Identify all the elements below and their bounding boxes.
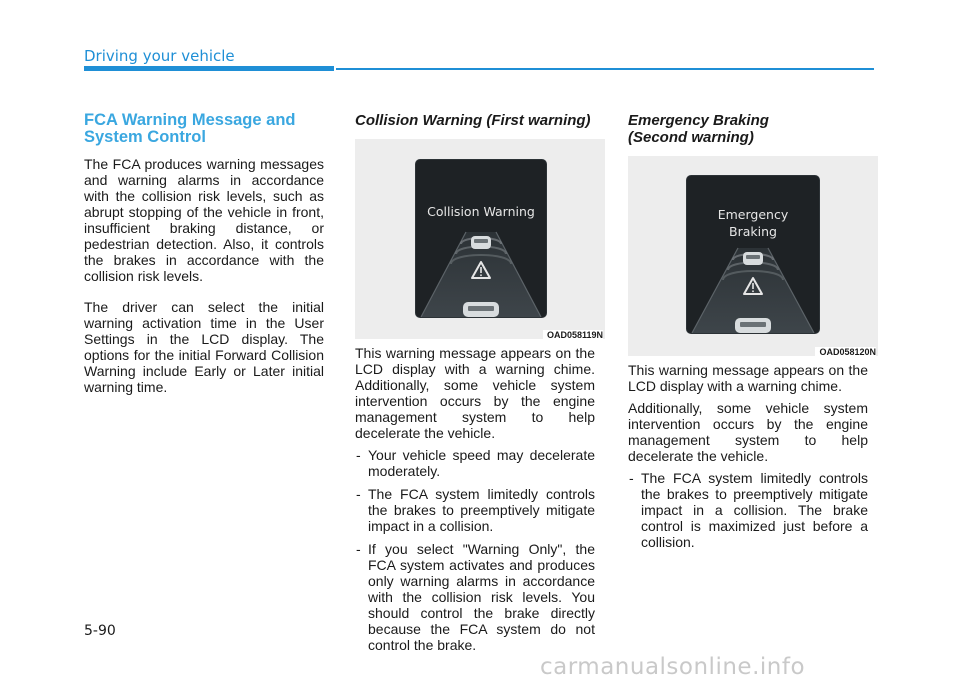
figure-emergency-braking xyxy=(628,156,878,356)
list-item: - The FCA system limitedly controls the brakes to preemptively mitigate impact in a collision. The brake control is maximized just before a collision. xyxy=(628,470,868,550)
display-message: Collision Warning xyxy=(427,204,535,219)
column-emergency-braking xyxy=(628,112,876,557)
fca-intro-paragraph: The FCA produces warning messages and warning alarms in accordance with the collision risk levels, such as abrupt stopping of the vehicle in front, insufficient braking distance, or pedestrian detection. Also, it controls the brakes in accordance with the collision risk levels. xyxy=(84,156,324,284)
figure-code: OAD058120N xyxy=(815,347,876,357)
display-line2: Braking xyxy=(729,224,777,239)
road-scene xyxy=(416,222,546,317)
subtitle-line2: (Second warning) xyxy=(628,129,754,146)
subtitle-line1: Emergency Braking xyxy=(628,112,769,129)
column-fca-warning xyxy=(84,112,324,410)
header-rule-thin xyxy=(336,68,874,70)
header-title: Driving your vehicle xyxy=(84,47,235,65)
subtitle-emergency-braking xyxy=(628,112,868,146)
list-item: - If you select "Warning Only", the FCA system activates and produces only warning alarms in accordance with the collision risk levels. You should control the brake directly because the FCA system do not control the brake. xyxy=(355,541,595,653)
emergency-braking-list xyxy=(628,470,868,550)
header-rule-thick xyxy=(84,66,334,71)
list-item: - Your vehicle speed may decelerate moderately. xyxy=(355,447,595,479)
collision-warning-list xyxy=(355,447,595,653)
figure-code: OAD058119N xyxy=(543,330,603,340)
page-number: 5-90 xyxy=(84,623,116,639)
car-icon xyxy=(463,302,499,317)
lcd-display xyxy=(415,159,547,318)
car-icon xyxy=(471,236,491,249)
column-collision-warning xyxy=(355,112,603,660)
warning-timing-paragraph: The driver can select the initial warning activation time in the User Settings in the LCD display. The options for the initial Forward Collision Warning include Early or Later initial warning time. xyxy=(84,299,324,395)
emergency-braking-paragraph-2: Additionally, some vehicle system intervention occurs by the engine management system to help decelerate the vehicle. xyxy=(628,400,868,464)
display-line1: Emergency xyxy=(717,207,789,222)
figure-collision-warning xyxy=(355,139,605,339)
lcd-display xyxy=(686,175,820,334)
watermark: carmanualsonline.info xyxy=(540,654,806,680)
emergency-braking-paragraph-1: This warning message appears on the LCD display with a warning chime. xyxy=(628,362,868,394)
car-icon xyxy=(735,318,771,333)
road-scene xyxy=(687,238,819,333)
display-message xyxy=(687,206,819,240)
subtitle-collision-warning: Collision Warning (First warning) xyxy=(355,112,591,129)
collision-warning-paragraph: This warning message appears on the LCD display with a warning chime. Additionally, some vehicle system intervention occurs by the engine management system to help decelerate the vehicle. xyxy=(355,345,595,441)
car-icon xyxy=(743,252,763,265)
section-title-fca-warning: FCA Warning Message and System Control xyxy=(84,111,296,146)
list-item: - The FCA system limitedly controls the brakes to preemptively mitigate impact in a collision. xyxy=(355,486,595,534)
